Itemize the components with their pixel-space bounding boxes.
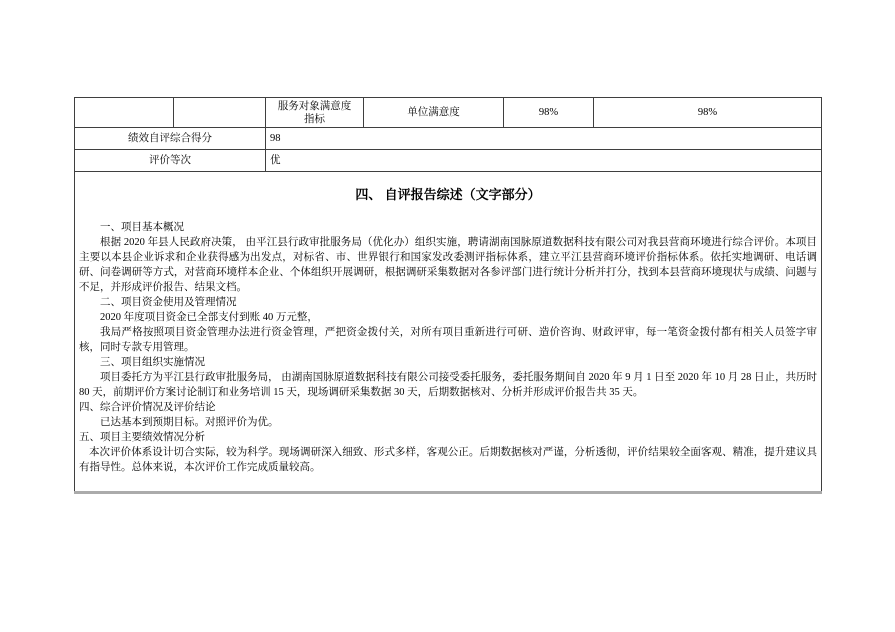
summary-paragraph: 本次评价体系设计切合实际，较为科学。现场调研深入细致、形式多样，客观公正。后期数据核对严谨，分析透彻，评价结果较全面客观、精准，提升建议具有指导性。总体来说，本次评价工作完成质量较高。 [79,447,817,473]
summary-paragraph: 项目委托方为平江县行政审批服务局， 由湖南国脉原道数据科技有限公司接受委托服务，委托服务期间自 2020 年 9 月 1 日至 2020 年 10 月 28 日止，共历时 80 天，前期评价方案讨论制订和业务培训 15 天，现场调研采集数据 30 天，后期数据核对、分析并形成评价报告共 35 天。 [79,372,817,398]
table-row [75,128,822,150]
table-row [75,98,822,128]
empty-cell [174,98,266,128]
summary-cell [75,172,822,493]
evaluation-grade-value: 优 [266,150,822,172]
summary-paragraph: 二、项目资金使用及管理情况 [100,297,237,308]
table-row [75,172,822,493]
summary-paragraph: 2020 年度项目资金已全部支付到账 40 万元整， [100,312,318,323]
indicator-category-cell: 服务对象满意度指标 [266,98,364,128]
summary-paragraph: 五、项目主要绩效情况分析 [79,432,205,443]
summary-paragraph: 根据 2020 年县人民政府决策， 由平江县行政审批服务局（优化办）组织实施，聘请湖南国脉原道数据科技有限公司对我县营商环境进行综合评价。本项目主要以本县企业诉求和企业获得感为出发点，对标省、市、世界银行和国家发改委测评指标体系，建立平江县营商环境评价指标体系。依托实地调研、电话调研、问卷调研等方式，对营商环境样本企业、个体组织开展调研，根据调研采集数据对各参评部门进行统计分析并打分，找到本县营商环境现状与成绩、问题与不足，并形成评价报告、结果文档。 [79,237,817,293]
indicator-actual-value-cell: 98% [594,98,822,128]
summary-section-heading: 四、 自评报告综述（文字部分） [355,187,541,202]
performance-self-evaluation-table [74,97,822,494]
summary-paragraphs [79,220,817,475]
self-evaluation-score-label: 绩效自评综合得分 [75,128,266,150]
empty-cell [75,98,174,128]
table-row [75,150,822,172]
evaluation-grade-label: 评价等次 [75,150,266,172]
summary-paragraph: 四、综合评价情况及评价结论 [79,402,216,413]
summary-paragraph: 三、项目组织实施情况 [100,357,205,368]
summary-paragraph: 一、项目基本概况 [100,222,184,233]
self-evaluation-score-value: 98 [266,128,822,150]
indicator-name-cell: 单位满意度 [364,98,504,128]
summary-paragraph: 我局严格按照项目资金管理办法进行资金管理，严把资金拨付关，对所有项目重新进行可研、造价咨询、财政评审，每一笔资金拨付都有相关人员签字审核，同时专款专用管理。 [79,327,817,353]
indicator-target-value-cell: 98% [504,98,594,128]
summary-paragraph: 已达基本到预期目标。对照评价为优。 [100,417,279,428]
